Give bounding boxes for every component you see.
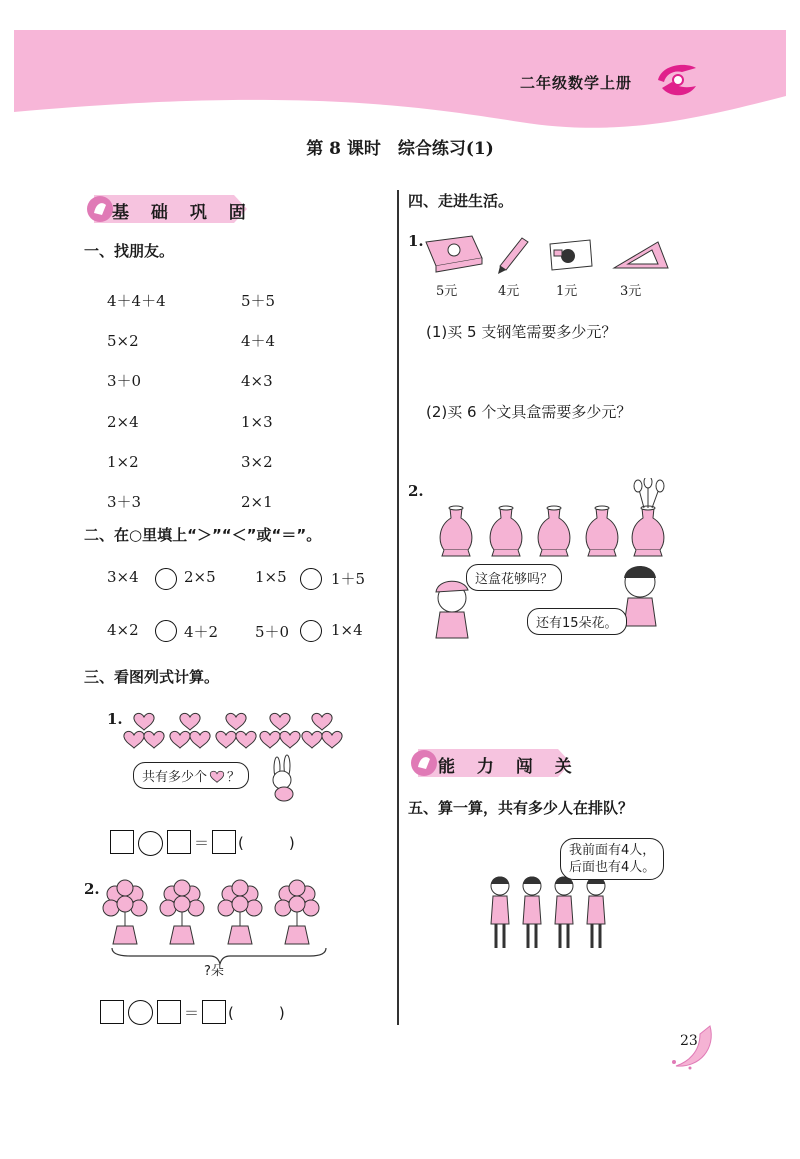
q4-sub-question-1: (1)买 5 支钢笔需要多少元？ — [426, 323, 617, 341]
swirl-logo-icon — [652, 58, 702, 102]
section-ability-title: 能 力 闯 关 — [438, 757, 580, 777]
vase — [490, 506, 522, 556]
bubble-text: ？ — [227, 770, 241, 785]
flower-vase — [160, 880, 204, 944]
vase — [440, 506, 472, 556]
brace-label: ?朵 — [204, 964, 224, 979]
q1-right-item[interactable]: 4＋4 — [241, 332, 276, 351]
pencil-box-icon — [426, 236, 482, 272]
q2-row2-b-left: 5＋0 — [255, 623, 290, 641]
speech-bubble-hearts — [133, 762, 249, 789]
operator-circle-input[interactable] — [128, 1000, 153, 1025]
q2-row1-a-left: 3×4 — [107, 568, 139, 586]
speech-bubble-queue — [560, 838, 664, 880]
q1-right-column — [241, 281, 275, 522]
price-set-square: 3元 — [620, 284, 642, 299]
q2-row1-b-left: 1×5 — [255, 568, 287, 586]
queue-children-illustration — [480, 872, 620, 952]
child-in-queue — [523, 877, 541, 949]
compare-circle-input[interactable] — [155, 620, 177, 642]
q3-title: 三、看图列式计算。 — [84, 668, 220, 686]
answer-box[interactable] — [100, 1000, 124, 1024]
answer-box[interactable] — [212, 830, 236, 854]
q4-sub-question-2: (2)买 6 个文具盒需要多少元？ — [426, 403, 632, 421]
page-number: 23 — [680, 1033, 698, 1049]
q2-row1-b-right: 1＋5 — [331, 570, 366, 588]
vase — [586, 506, 618, 556]
q1-left-item[interactable]: 4＋4＋4 — [107, 292, 166, 310]
child-in-queue — [587, 877, 605, 949]
compare-circle-input[interactable] — [300, 568, 322, 590]
book-title: 二年级数学上册 — [520, 74, 633, 92]
compare-circle-input[interactable] — [155, 568, 177, 590]
heart-group — [216, 713, 256, 748]
rabbit-icon — [273, 755, 293, 801]
child-in-queue — [555, 877, 573, 949]
q1-right-item[interactable]: 5＋5 — [241, 292, 276, 310]
answer-box[interactable] — [157, 1000, 181, 1024]
q2-row2-a-right: 4＋2 — [184, 623, 219, 641]
bubble-line: 我前面有4人， — [569, 843, 656, 858]
price-pen: 4元 — [498, 284, 520, 299]
unit-paren[interactable]: ( ) — [238, 834, 295, 852]
q1-left-item[interactable]: 2×4 — [107, 412, 139, 431]
q4-title: 四、走进生活。 — [408, 192, 514, 210]
q1-left-item[interactable]: 3＋0 — [107, 372, 142, 391]
vase-with-flowers — [632, 478, 664, 556]
q3-item2-number: 2. — [84, 880, 100, 898]
unit-paren[interactable]: ( ) — [228, 1004, 285, 1022]
column-divider — [397, 190, 399, 1025]
compare-circle-input[interactable] — [300, 620, 322, 642]
flower-vase — [218, 880, 262, 944]
stationery-illustration — [422, 228, 672, 276]
q1-left-item[interactable]: 5×2 — [107, 332, 139, 351]
q1-left-item[interactable]: 3＋3 — [107, 493, 142, 512]
equals-sign: ＝ — [184, 1004, 200, 1022]
price-sharpener: 1元 — [556, 284, 578, 299]
q4-item2-number: 2. — [408, 482, 424, 500]
answer-box[interactable] — [167, 830, 191, 854]
vase — [538, 506, 570, 556]
heart-icon — [209, 769, 225, 783]
q1-right-item[interactable]: 4×3 — [241, 372, 273, 391]
heart-group — [260, 713, 300, 748]
lesson-title: 第 8 课时 综合练习(1) — [306, 139, 494, 159]
sharpener-icon — [550, 240, 592, 270]
q2-row1-a-right: 2×5 — [184, 568, 216, 586]
q1-right-item[interactable]: 3×2 — [241, 452, 273, 471]
bubble-line: 后面也有4人。 — [569, 860, 656, 875]
flower-vase — [103, 880, 147, 944]
q1-right-item[interactable]: 2×1 — [241, 493, 273, 512]
pen-icon — [498, 238, 528, 274]
q2-row2-a-left: 4×2 — [107, 621, 139, 639]
answer-box[interactable] — [110, 830, 134, 854]
heart-group — [170, 713, 210, 748]
q1-right-item[interactable]: 1×3 — [241, 412, 273, 431]
q5-title: 五、算一算，共有多少人在排队？ — [408, 799, 634, 817]
flower-vase — [275, 880, 319, 944]
speech-bubble-boy: 这盒花够吗？ — [466, 564, 562, 591]
heart-group — [124, 713, 164, 748]
bubble-text: 共有多少个 — [142, 770, 208, 785]
q2-title: 二、在○里填上“＞”“＜”或“＝”。 — [84, 526, 322, 544]
q2-row2-b-right: 1×4 — [331, 621, 363, 639]
q1-title: 一、找朋友。 — [84, 242, 175, 260]
equals-sign: ＝ — [194, 834, 210, 852]
section-basic-title: 基 础 巩 固 — [112, 203, 254, 223]
q4-item1-number: 1. — [408, 232, 424, 250]
q1-left-column — [107, 281, 166, 522]
answer-box[interactable] — [202, 1000, 226, 1024]
q3-item1-number: 1. — [107, 710, 123, 728]
girl-icon — [624, 566, 656, 626]
q1-left-item[interactable]: 1×2 — [107, 452, 139, 471]
child-in-queue — [491, 877, 509, 949]
speech-bubble-girl: 还有15朵花。 — [527, 608, 627, 635]
operator-circle-input[interactable] — [138, 831, 163, 856]
boy-icon — [436, 581, 468, 638]
price-pencil-box: 5元 — [436, 284, 458, 299]
heart-group — [302, 713, 342, 748]
set-square-icon — [614, 242, 668, 268]
